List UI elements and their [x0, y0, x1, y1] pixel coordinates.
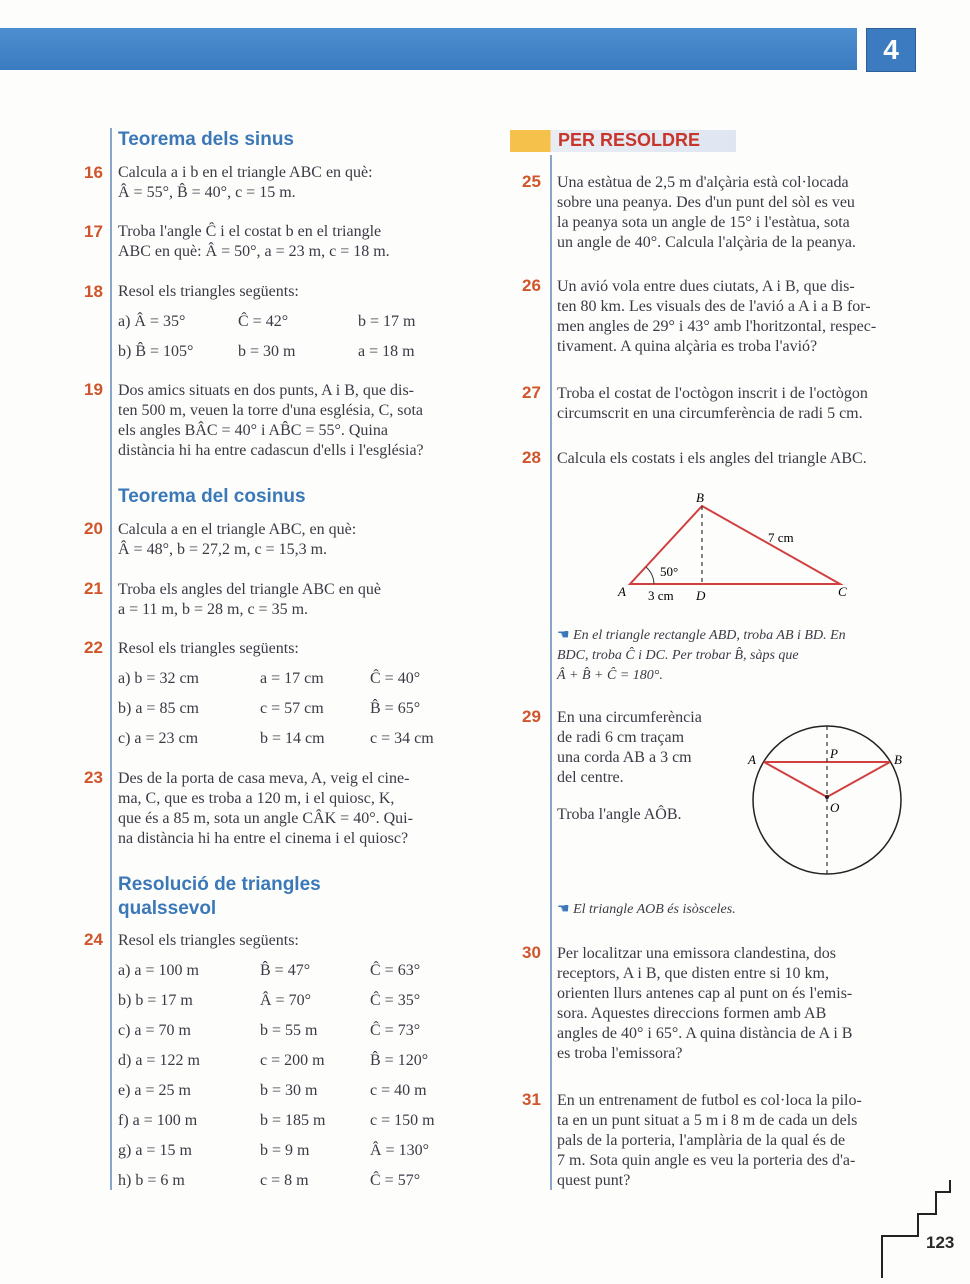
- value-cell: c = 57 cm: [260, 700, 324, 717]
- exercise-28: Calcula els costats i els angles del triangle ABC.: [557, 450, 867, 467]
- value-cell: Ĉ = 63°: [370, 962, 421, 979]
- angle-label: 50°: [660, 564, 679, 579]
- value-cell: b) b = 17 m: [118, 992, 193, 1009]
- triangle-figure: [610, 488, 860, 608]
- exercise-line: Una estàtua de 2,5 m d'alçària està col·locada: [557, 174, 849, 191]
- exercise-21: [118, 580, 470, 620]
- left-column-rule: [110, 128, 112, 1190]
- value-cell: b) B̂ = 105°: [118, 343, 194, 360]
- hint-line: En el triangle rectangle ABD, troba AB i BD. En: [573, 628, 846, 643]
- exercise-intro: Resol els triangles següents:: [118, 640, 299, 657]
- point-d: D: [696, 588, 706, 603]
- value-cell: c) a = 70 m: [118, 1022, 191, 1039]
- hint-icon: ☚: [557, 902, 570, 917]
- exercise-line: ma, C, que es troba a 120 m, i el quiosc, K,: [118, 790, 395, 807]
- exercise-number: 25: [522, 172, 541, 191]
- exercise-intro: Resol els triangles següents:: [118, 283, 299, 300]
- exercise-number: 22: [84, 638, 103, 657]
- page-number: 123: [926, 1233, 955, 1252]
- hint-line: BDC, troba Ĉ i DC. Per trobar B̂, sàps que: [557, 648, 799, 663]
- angle-arc: [646, 567, 654, 584]
- value-cell: Ĉ = 42°: [238, 313, 289, 330]
- value-cell: Ĉ = 40°: [370, 670, 421, 687]
- exercise-number: 28: [522, 448, 541, 467]
- exercise-line: sobre una peanya. Des d'un punt del sòl es veu: [557, 194, 855, 211]
- exercise-line: una corda AB a 3 cm: [557, 749, 692, 766]
- value-cell: b) a = 85 cm: [118, 700, 199, 717]
- exercise-number: 23: [84, 768, 103, 787]
- exercise-line: a = 11 m, b = 28 m, c = 35 m.: [118, 601, 309, 618]
- value-cell: a = 17 cm: [260, 670, 324, 687]
- exercise-29: [557, 708, 729, 788]
- exercise-19: [118, 381, 470, 461]
- value-cell: B̂ = 120°: [370, 1052, 429, 1069]
- point-o: O: [830, 800, 840, 815]
- exercise-line: del centre.: [557, 769, 624, 786]
- exercise-line: pals de la porteria, l'amplària de la qual és de: [557, 1132, 846, 1149]
- value-cell: B̂ = 65°: [370, 700, 421, 717]
- exercise-25: [557, 173, 910, 253]
- page-corner-decoration: [880, 1180, 970, 1280]
- circle-figure: [740, 722, 910, 882]
- radius-ob: [827, 762, 890, 797]
- value-cell: c = 34 cm: [370, 730, 434, 747]
- exercise-number: 21: [84, 579, 103, 598]
- hint-29: [557, 900, 736, 920]
- exercise-line: de radi 6 cm traçam: [557, 729, 685, 746]
- exercise-number: 19: [84, 380, 103, 399]
- value-cell: f) a = 100 m: [118, 1112, 198, 1129]
- value-cell: c = 150 m: [370, 1112, 435, 1129]
- exercise-line: Â = 48°, b = 27,2 m, c = 15,3 m.: [118, 541, 328, 558]
- value-cell: c) a = 23 cm: [118, 730, 199, 747]
- exercise-number: 31: [522, 1090, 541, 1109]
- exercise-line: Per localitzar una emissora clandestina, dos: [557, 945, 837, 962]
- exercise-line: ten 80 km. Les visuals des de l'avió a A i a B for-: [557, 298, 871, 315]
- value-cell: a) b = 32 cm: [118, 670, 199, 687]
- exercise-line: Troba l'angle Ĉ i el costat b en el triangle: [118, 223, 382, 240]
- exercise-line: Troba els angles del triangle ABC en què: [118, 581, 381, 598]
- section-title-per-resoldre: PER RESOLDRE: [558, 130, 701, 150]
- value-cell: h) b = 6 m: [118, 1172, 185, 1189]
- value-cell: Ĉ = 57°: [370, 1172, 421, 1189]
- exercise-number: 16: [84, 163, 103, 182]
- right-column-rule: [550, 155, 552, 1190]
- exercise-26: [557, 277, 910, 357]
- exercise-line: Troba el costat de l'octògon inscrit i de l'octògon: [557, 385, 868, 402]
- side-bc-label: 7 cm: [768, 530, 794, 545]
- exercise-23: [118, 769, 470, 849]
- exercise-line: la peanya sota un angle de 15° i l'estàtua, sota: [557, 214, 850, 231]
- exercise-line: Â = 55°, B̂ = 40°, c = 15 m.: [118, 184, 296, 201]
- hint-line: El triangle AOB és isòsceles.: [573, 902, 736, 917]
- exercise-27: [557, 384, 910, 424]
- value-cell: b = 17 m: [358, 313, 416, 330]
- section-title-cosinus: Teorema del cosinus: [118, 486, 306, 507]
- exercise-17: [118, 222, 470, 262]
- value-cell: Â = 130°: [370, 1142, 429, 1159]
- value-cell: d) a = 122 m: [118, 1052, 200, 1069]
- exercise-number: 27: [522, 383, 541, 402]
- exercise-line: quest punt?: [557, 1172, 631, 1189]
- vertex-b: B: [696, 490, 704, 505]
- exercise-line: es troba l'emissora?: [557, 1045, 683, 1062]
- value-cell: b = 30 m: [238, 343, 296, 360]
- exercise-number: 20: [84, 519, 103, 538]
- exercise-line: Calcula a i b en el triangle ABC en què:: [118, 164, 373, 181]
- exercise-number: 29: [522, 707, 541, 726]
- header-band: [0, 28, 857, 70]
- exercise-intro: Resol els triangles següents:: [118, 932, 299, 949]
- exercise-number: 17: [84, 222, 103, 241]
- point-p: P: [830, 746, 838, 761]
- value-cell: Ĉ = 73°: [370, 1022, 421, 1039]
- section-title-line: qualssevol: [118, 898, 217, 919]
- exercise-20: [118, 520, 470, 560]
- chapter-number: 4: [866, 28, 916, 72]
- exercise-line: tivament. A quina alçària es troba l'avió?: [557, 338, 818, 355]
- value-cell: b = 9 m: [260, 1142, 310, 1159]
- exercise-line: Un avió vola entre dues ciutats, A i B, que dis-: [557, 278, 855, 295]
- value-cell: b = 55 m: [260, 1022, 318, 1039]
- side-ad-label: 3 cm: [648, 588, 674, 603]
- exercise-30: [557, 944, 910, 1064]
- value-cell: Â = 70°: [260, 992, 311, 1009]
- exercise-number: 18: [84, 282, 103, 301]
- exercise-line: angles de 40° i 65°. A quina distància de A i B: [557, 1025, 853, 1042]
- exercise-line: Des de la porta de casa meva, A, veig el cine-: [118, 770, 410, 787]
- section-title-sinus: Teorema dels sinus: [118, 129, 294, 150]
- value-cell: c = 40 m: [370, 1082, 427, 1099]
- exercise-number: 26: [522, 276, 541, 295]
- section-title-qualssevol: [118, 873, 321, 921]
- value-cell: B̂ = 47°: [260, 962, 311, 979]
- exercise-number: 30: [522, 943, 541, 962]
- exercise-line: Calcula a en el triangle ABC, en què:: [118, 521, 357, 538]
- value-cell: a = 18 m: [358, 343, 415, 360]
- section-title-line: Resolució de triangles: [118, 874, 321, 895]
- value-cell: c = 200 m: [260, 1052, 325, 1069]
- exercise-line: els angles BÂC = 40° i AB̂C = 55°. Quina: [118, 422, 388, 439]
- radius-oa: [764, 762, 827, 797]
- exercise-line: Dos amics situats en dos punts, A i B, que dis-: [118, 382, 414, 399]
- exercise-29-question: Troba l'angle AÔB.: [557, 806, 682, 823]
- value-cell: Ĉ = 35°: [370, 992, 421, 1009]
- exercise-line: men angles de 29° i 43° amb l'horitzontal, respec-: [557, 318, 877, 335]
- exercise-line: circumscrit en una circumferència de radi 5 cm.: [557, 405, 863, 422]
- exercise-line: En un entrenament de futbol es col·loca la pilo-: [557, 1092, 862, 1109]
- hint-icon: ☚: [557, 628, 570, 643]
- exercise-line: na distància hi ha entre el cinema i el quiosc?: [118, 830, 409, 847]
- exercise-16: [118, 163, 470, 203]
- exercise-line: ten 500 m, veuen la torre d'una església, C, sota: [118, 402, 424, 419]
- value-cell: g) a = 15 m: [118, 1142, 192, 1159]
- hint-line: Â + B̂ + Ĉ = 180°.: [557, 668, 663, 683]
- value-cell: b = 14 cm: [260, 730, 325, 747]
- value-cell: c = 8 m: [260, 1172, 309, 1189]
- exercise-line: un angle de 40°. Calcula l'alçària de la peanya.: [557, 234, 856, 251]
- exercise-number: 24: [84, 930, 103, 949]
- hint-28: [557, 626, 910, 686]
- center-point: [825, 795, 829, 799]
- exercise-line: 7 m. Sota quin angle es veu la porteria des d'a-: [557, 1152, 856, 1169]
- value-cell: b = 30 m: [260, 1082, 318, 1099]
- exercise-line: ta en un punt situat a 5 m i 8 m de cada un dels: [557, 1112, 858, 1129]
- exercise-line: distància hi ha entre cadascun d'ells i l'església?: [118, 442, 424, 459]
- exercise-line: sora. Aquestes direccions formen amb AB: [557, 1005, 827, 1022]
- point-b: B: [894, 752, 902, 767]
- exercise-line: ABC en què: Â = 50°, a = 23 m, c = 18 m.: [118, 243, 390, 260]
- exercise-line: En una circumferència: [557, 709, 702, 726]
- exercise-line: orienten llurs antenes cap al punt on és l'emis-: [557, 985, 853, 1002]
- vertex-a: A: [618, 584, 626, 599]
- point-a: A: [748, 752, 756, 767]
- value-cell: a) Â = 35°: [118, 313, 186, 330]
- vertex-c: C: [838, 584, 847, 599]
- exercise-line: que és a 85 m, sota un angle CÂK = 40°. Qui-: [118, 810, 413, 827]
- value-cell: a) a = 100 m: [118, 962, 199, 979]
- exercise-31: [557, 1091, 910, 1191]
- value-cell: e) a = 25 m: [118, 1082, 191, 1099]
- exercise-line: receptors, A i B, que disten entre si 10 km,: [557, 965, 829, 982]
- value-cell: b = 185 m: [260, 1112, 326, 1129]
